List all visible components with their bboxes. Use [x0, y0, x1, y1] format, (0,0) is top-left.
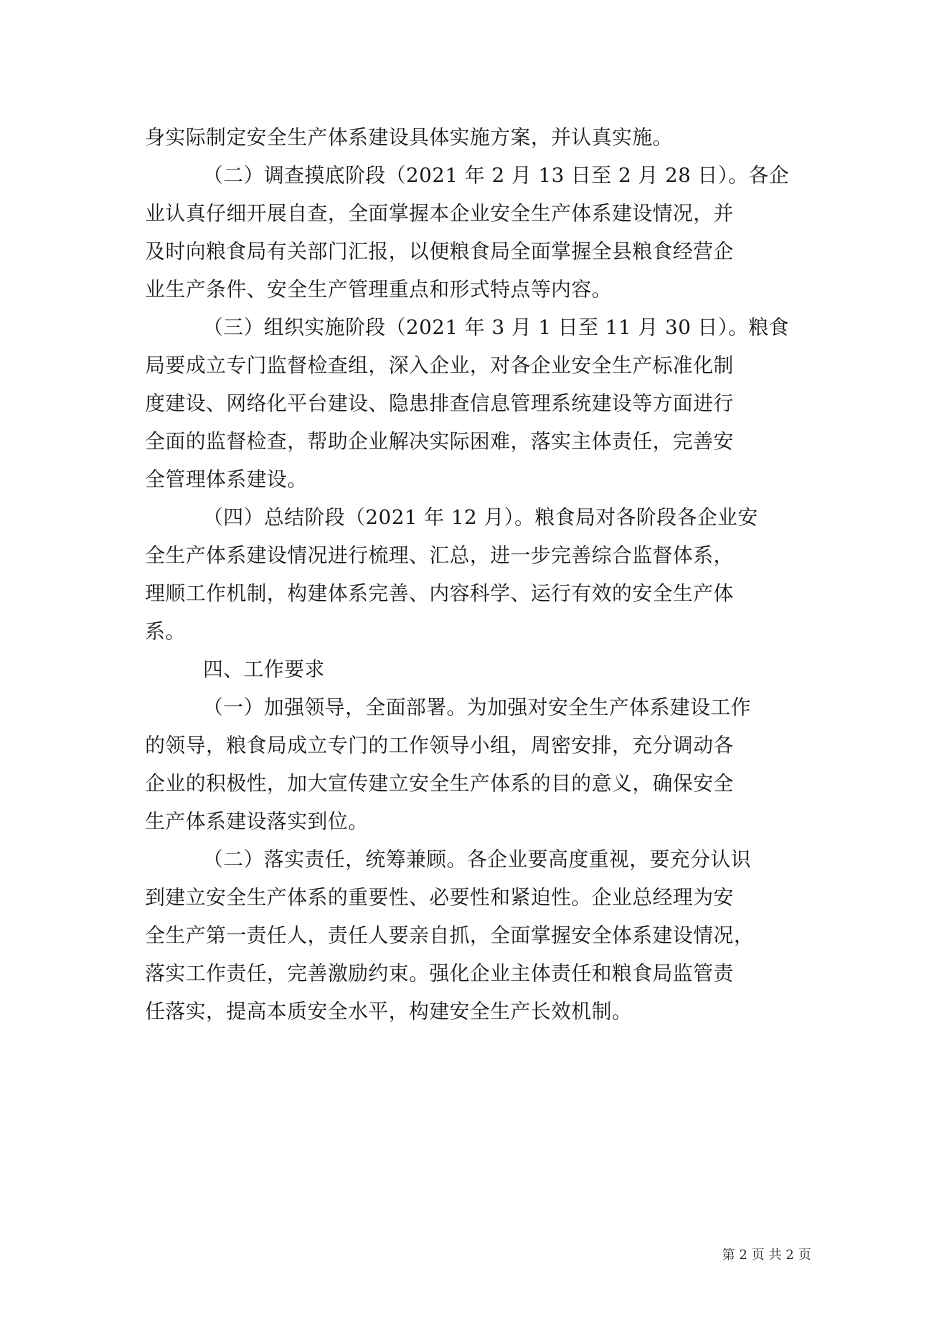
text-line: 业生产条件、安全生产管理重点和形式特点等内容。 — [145, 277, 612, 301]
text-line: 到建立安全生产体系的重要性、必要性和紧迫性。企业总经理为安 — [145, 885, 734, 909]
text-line: 理顺工作机制，构建体系完善、内容科学、运行有效的安全生产体 — [145, 581, 734, 605]
document-body — [145, 118, 807, 1030]
text-line: 身实际制定安全生产体系建设具体实施方案，并认真实施。 — [145, 125, 673, 149]
paragraph-start-line: （四）总结阶段（2021 年 12 月）。粮食局对各阶段各企业安 — [203, 505, 759, 529]
text-line: 度建设、网络化平台建设、隐患排查信息管理系统建设等方面进行 — [145, 391, 734, 415]
text-line: 局要成立专门监督检查组，深入企业，对各企业安全生产标准化制 — [145, 353, 734, 377]
text-line: 任落实，提高本质安全水平，构建安全生产长效机制。 — [145, 999, 633, 1023]
text-line: 全管理体系建设。 — [145, 467, 308, 491]
text-line: 业认真仔细开展自查，全面掌握本企业安全生产体系建设情况，并 — [145, 201, 734, 225]
paragraph-start-line: （一）加强领导，全面部署。为加强对安全生产体系建设工作 — [203, 695, 752, 719]
text-line: 落实工作责任，完善激励约束。强化企业主体责任和粮食局监管责 — [145, 961, 734, 985]
text-line: 的领导，粮食局成立专门的工作领导小组，周密安排，充分调动各 — [145, 733, 734, 757]
paragraph-start-line: （三）组织实施阶段（2021 年 3 月 1 日至 11 月 30 日）。粮食 — [203, 315, 790, 339]
text-line: 企业的积极性，加大宣传建立安全生产体系的目的意义，确保安全 — [145, 771, 734, 795]
page-number: 第 2 页 共 2 页 — [722, 1248, 812, 1263]
text-line: 全面的监督检查，帮助企业解决实际困难，落实主体责任，完善安 — [145, 429, 734, 453]
paragraph-start-line: （二）落实责任，统筹兼顾。各企业要高度重视，要充分认识 — [203, 847, 752, 871]
paragraph-start-line: （二）调查摸底阶段（2021 年 2 月 13 日至 2 月 28 日）。各企 — [203, 163, 790, 187]
text-line: 生产体系建设落实到位。 — [145, 809, 369, 833]
text-line: 全生产第一责任人，责任人要亲自抓，全面掌握安全体系建设情况， — [145, 923, 754, 947]
text-line: 系。 — [145, 619, 186, 643]
section-heading: 四、工作要求 — [203, 657, 325, 681]
text-line: 及时向粮食局有关部门汇报，以便粮食局全面掌握全县粮食经营企 — [145, 239, 734, 263]
text-line: 全生产体系建设情况进行梳理、汇总，进一步完善综合监督体系， — [145, 543, 734, 567]
